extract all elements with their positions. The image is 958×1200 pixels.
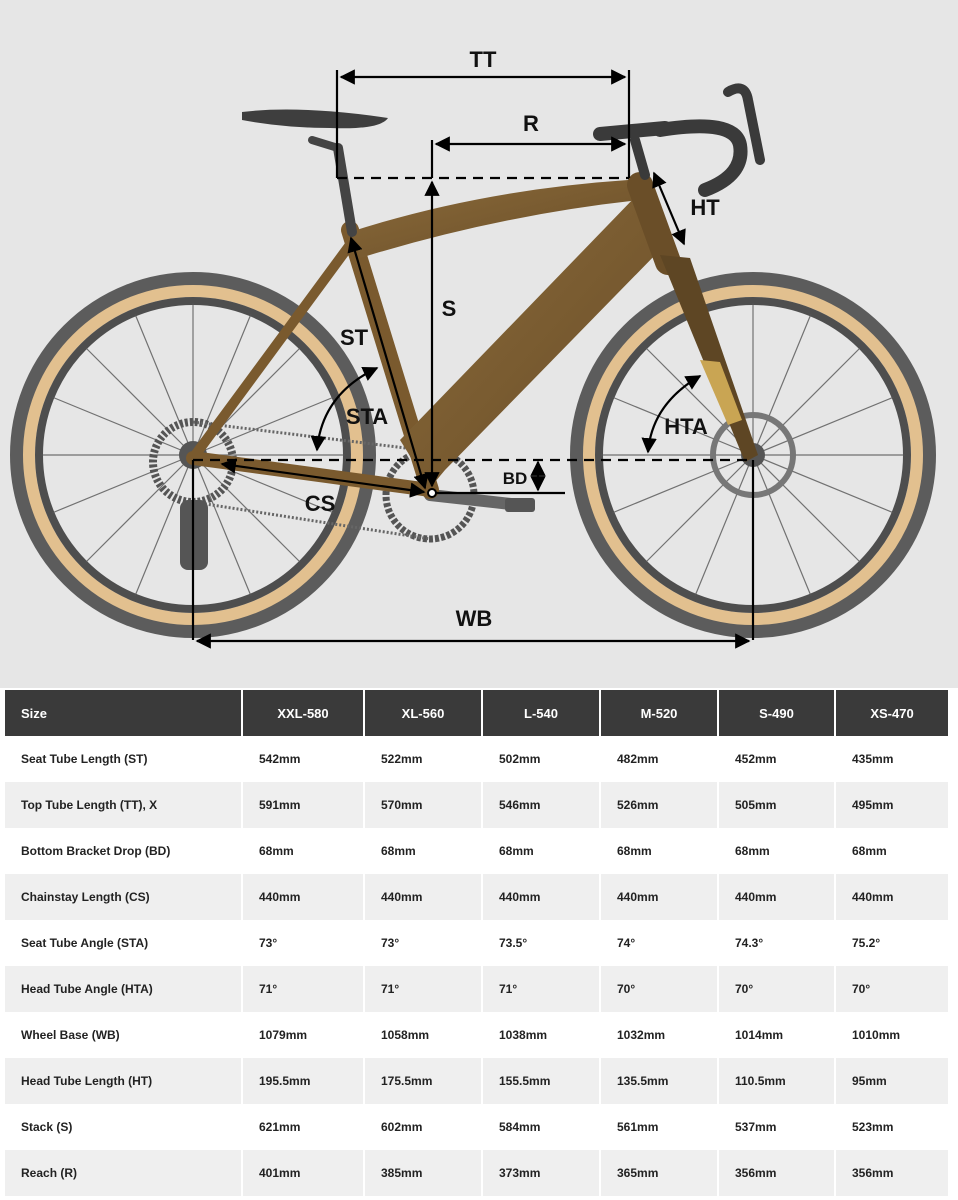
table-cell: 356mm (719, 1150, 836, 1196)
table-cell: 440mm (483, 874, 601, 920)
table-cell: 1038mm (483, 1012, 601, 1058)
table-cell: 542mm (243, 736, 365, 782)
table-header-row (5, 690, 948, 736)
table-row (5, 736, 948, 782)
table-cell: 71° (483, 966, 601, 1012)
table-cell: 95mm (836, 1058, 948, 1104)
table-cell: 495mm (836, 782, 948, 828)
table-cell: 440mm (836, 874, 948, 920)
table-cell: 602mm (365, 1104, 483, 1150)
table-cell: 523mm (836, 1104, 948, 1150)
table-cell: 70° (836, 966, 948, 1012)
table-cell: 1032mm (601, 1012, 719, 1058)
table-row (5, 874, 948, 920)
table-cell: 435mm (836, 736, 948, 782)
table-cell: 73° (365, 920, 483, 966)
table-cell: 1014mm (719, 1012, 836, 1058)
table-cell: 537mm (719, 1104, 836, 1150)
label-cs: CS (304, 491, 336, 516)
table-cell: 110.5mm (719, 1058, 836, 1104)
row-label: Head Tube Length (HT) (5, 1058, 243, 1104)
header-size-s: S-490 (719, 690, 836, 736)
table-cell: 70° (601, 966, 719, 1012)
table-row (5, 1104, 948, 1150)
table-cell: 74° (601, 920, 719, 966)
table-cell: 1058mm (365, 1012, 483, 1058)
table-cell: 522mm (365, 736, 483, 782)
table-cell: 502mm (483, 736, 601, 782)
table-cell: 195.5mm (243, 1058, 365, 1104)
header-size-xs: XS-470 (836, 690, 948, 736)
row-label: Seat Tube Length (ST) (5, 736, 243, 782)
table-cell: 70° (719, 966, 836, 1012)
row-label: Top Tube Length (TT), X (5, 782, 243, 828)
table-cell: 73.5° (483, 920, 601, 966)
table-cell: 68mm (243, 828, 365, 874)
header-size: Size (5, 690, 243, 736)
table-cell: 526mm (601, 782, 719, 828)
table-cell: 73° (243, 920, 365, 966)
table-cell: 561mm (601, 1104, 719, 1150)
label-sta: STA (345, 404, 389, 429)
cockpit (600, 88, 760, 190)
table-cell: 401mm (243, 1150, 365, 1196)
table-cell: 1079mm (243, 1012, 365, 1058)
table-cell: 385mm (365, 1150, 483, 1196)
label-bd: BD (502, 469, 528, 488)
table-cell: 584mm (483, 1104, 601, 1150)
table-row (5, 920, 948, 966)
row-label: Head Tube Angle (HTA) (5, 966, 243, 1012)
table-row (5, 966, 948, 1012)
row-label: Wheel Base (WB) (5, 1012, 243, 1058)
table-cell: 373mm (483, 1150, 601, 1196)
table-row (5, 828, 948, 874)
header-size-xl: XL-560 (365, 690, 483, 736)
table-row (5, 1058, 948, 1104)
table-cell: 1010mm (836, 1012, 948, 1058)
header-size-l: L-540 (483, 690, 601, 736)
table-row (5, 1012, 948, 1058)
table-cell: 546mm (483, 782, 601, 828)
table-cell: 356mm (836, 1150, 948, 1196)
table-cell: 591mm (243, 782, 365, 828)
row-label: Stack (S) (5, 1104, 243, 1150)
table-cell: 68mm (601, 828, 719, 874)
table-cell: 68mm (365, 828, 483, 874)
table-cell: 135.5mm (601, 1058, 719, 1104)
label-wb: WB (455, 606, 493, 631)
row-label: Reach (R) (5, 1150, 243, 1196)
table-cell: 71° (243, 966, 365, 1012)
table-cell: 75.2° (836, 920, 948, 966)
geometry-table (5, 690, 948, 1196)
table-cell: 440mm (601, 874, 719, 920)
row-label: Bottom Bracket Drop (BD) (5, 828, 243, 874)
table-cell: 621mm (243, 1104, 365, 1150)
row-label: Chainstay Length (CS) (5, 874, 243, 920)
table-cell: 452mm (719, 736, 836, 782)
table-cell: 482mm (601, 736, 719, 782)
table-cell: 365mm (601, 1150, 719, 1196)
header-size-m: M-520 (601, 690, 719, 736)
table-cell: 570mm (365, 782, 483, 828)
label-st: ST (339, 325, 369, 350)
table-cell: 68mm (719, 828, 836, 874)
table-cell: 68mm (836, 828, 948, 874)
table-cell: 68mm (483, 828, 601, 874)
table-cell: 440mm (365, 874, 483, 920)
label-s: S (441, 296, 457, 321)
table-cell: 505mm (719, 782, 836, 828)
table-cell: 175.5mm (365, 1058, 483, 1104)
bottom-bracket-marker (428, 489, 436, 497)
row-label: Seat Tube Angle (STA) (5, 920, 243, 966)
table-cell: 155.5mm (483, 1058, 601, 1104)
table-cell: 440mm (719, 874, 836, 920)
table-cell: 71° (365, 966, 483, 1012)
label-hta: HTA (664, 414, 708, 439)
table-row (5, 1150, 948, 1196)
label-ht: HT (690, 195, 720, 220)
table-cell: 440mm (243, 874, 365, 920)
header-size-xxl: XXL-580 (243, 690, 365, 736)
label-r: R (523, 111, 539, 136)
dimension-lines (193, 70, 753, 641)
table-row (5, 782, 948, 828)
label-tt: TT (469, 47, 497, 72)
table-cell: 74.3° (719, 920, 836, 966)
